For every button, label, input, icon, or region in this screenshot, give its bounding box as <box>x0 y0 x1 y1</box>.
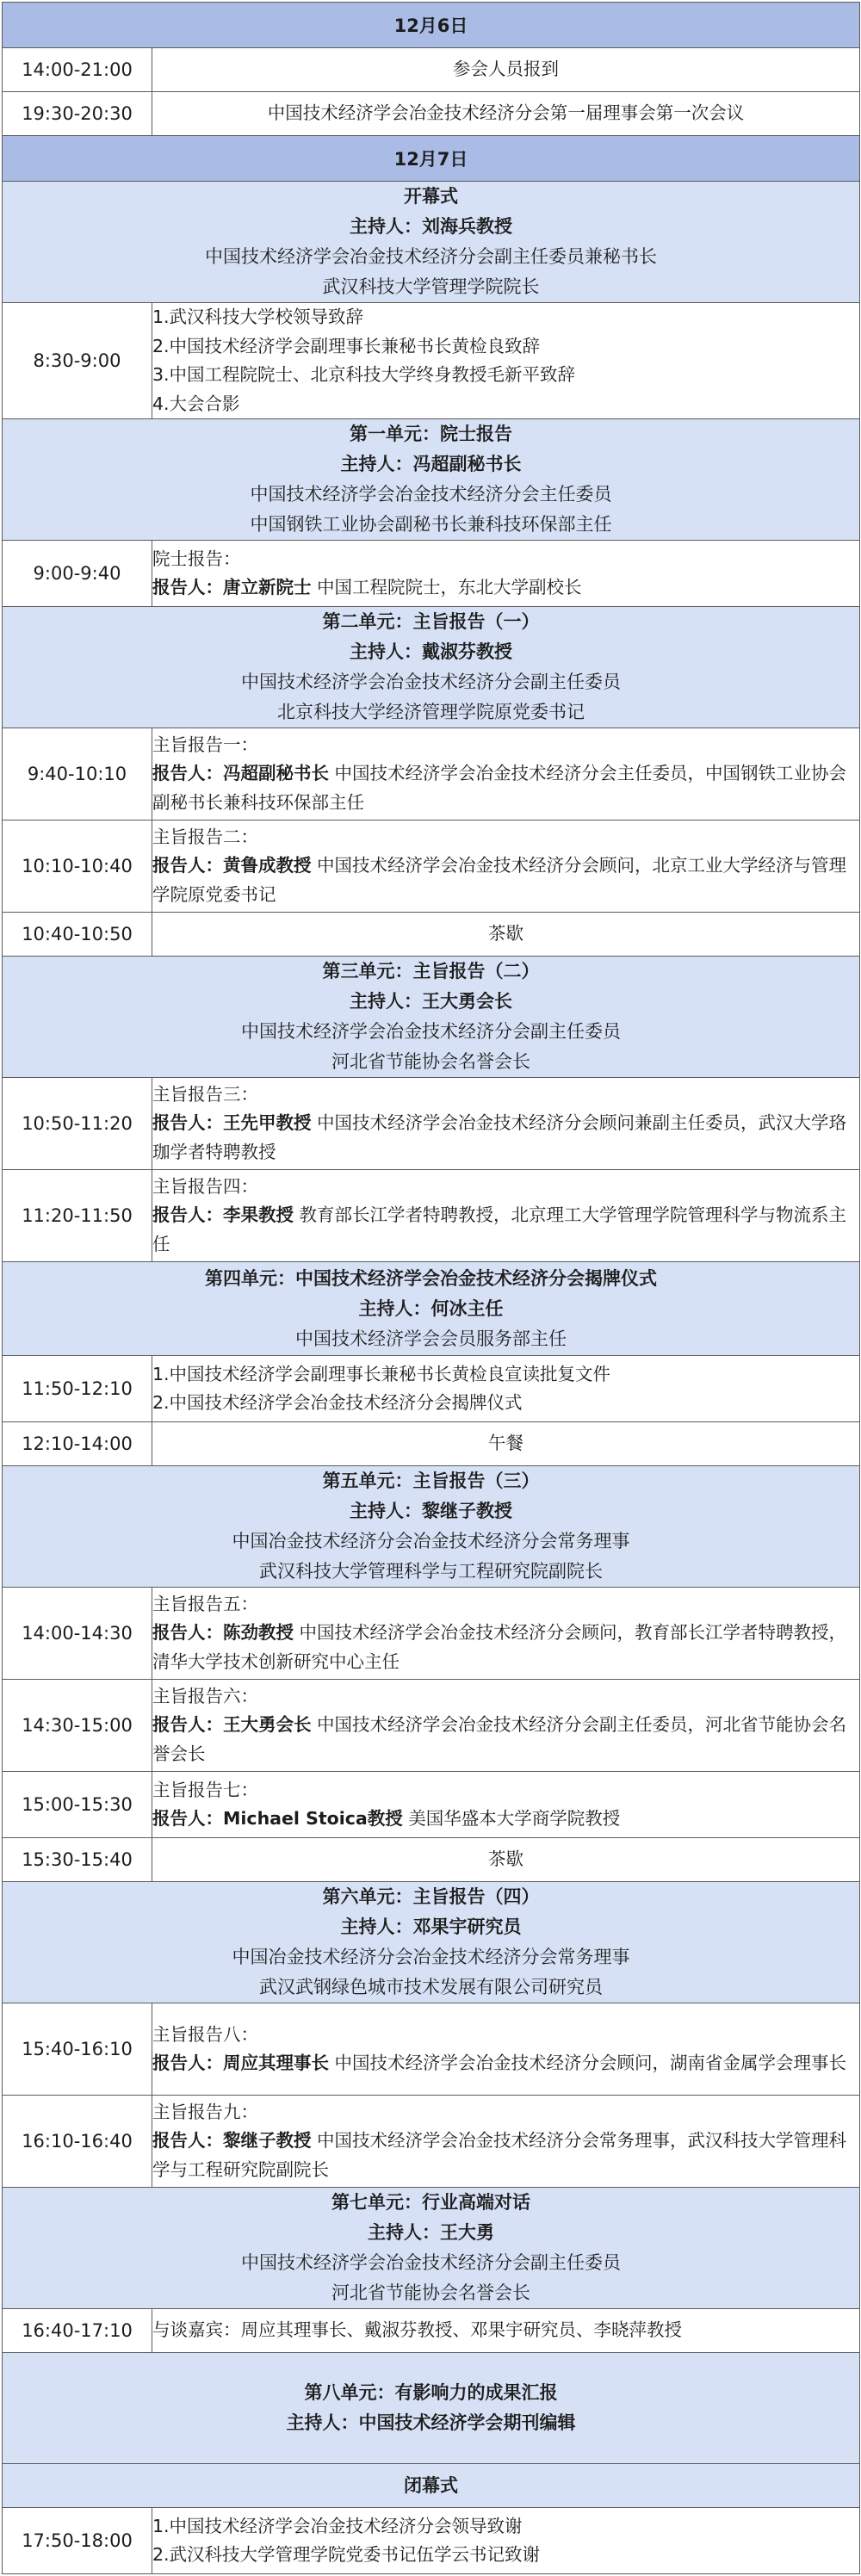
list-item: 2.中国技术经济学会冶金技术经济分会揭牌仪式 <box>152 1392 523 1413</box>
schedule-row <box>3 1680 860 1772</box>
talk-cell <box>152 2003 860 2096</box>
schedule-row <box>3 1772 860 1838</box>
time-cell: 16:10-16:40 <box>3 2096 152 2188</box>
schedule-row <box>3 303 860 419</box>
schedule-row <box>3 2309 860 2353</box>
session-title: 第七单元：行业高端对话 <box>331 2192 530 2213</box>
time-cell: 10:50-11:20 <box>3 1078 152 1170</box>
schedule-row <box>3 1170 860 1262</box>
time-cell: 14:30-15:00 <box>3 1680 152 1772</box>
session-host-affiliation: 河北省节能协会名誉会长 <box>331 1051 530 1072</box>
talk-speaker-line <box>152 851 859 909</box>
date-header: 12月6日 <box>3 3 860 48</box>
speaker-description: 教育部长江学者特聘教授，北京理工大学管理学院管理科学与物流系主任 <box>152 1204 847 1254</box>
schedule-row <box>3 2096 860 2188</box>
speaker-label: 报告人：李果教授 <box>152 1204 294 1226</box>
time-cell: 10:10-10:40 <box>3 820 152 913</box>
session-title: 第四单元：中国技术经济学会冶金技术经济分会揭牌仪式 <box>205 1267 657 1289</box>
date-header: 12月7日 <box>3 136 860 182</box>
time-cell: 11:50-12:10 <box>3 1356 152 1422</box>
session-host-affiliation: 武汉科技大学管理学院院长 <box>322 276 540 297</box>
session-host: 主持人：冯超副秘书长 <box>340 454 522 474</box>
date-header-row <box>3 3 860 48</box>
speaker-label: 报告人：王大勇会长 <box>152 1714 312 1736</box>
session-host: 主持人：黎继子教授 <box>350 1501 512 1521</box>
session-header-cell <box>3 2464 860 2508</box>
session-host: 主持人：王大勇会长 <box>350 991 512 1012</box>
tea-break-cell: 茶歇 <box>152 1838 860 1882</box>
speaker-label: 报告人：周应其理事长 <box>152 2053 329 2073</box>
speaker-label: 报告人：唐立新院士 <box>152 577 312 598</box>
talk-speaker-line <box>152 573 859 603</box>
talk-caption: 主旨报告四： <box>152 1175 258 1197</box>
talk-speaker-line <box>152 1711 859 1768</box>
session-header-cell <box>3 1262 860 1356</box>
session-header-unit-6 <box>3 1882 860 2003</box>
session-title: 第五单元：主旨报告（三） <box>322 1471 540 1491</box>
session-host-affiliation: 武汉科技大学管理科学与工程研究院副院长 <box>259 1561 603 1582</box>
speaker-description: 中国技术经济学会冶金技术经济分会顾问兼副主任委员，武汉大学珞珈学者特聘教授 <box>152 1112 847 1162</box>
time-cell: 17:50-18:00 <box>3 2508 152 2574</box>
session-host: 主持人：邓果宇研究员 <box>340 1917 522 1937</box>
event-list-cell <box>152 303 860 419</box>
talk-caption: 院士报告： <box>152 548 241 569</box>
time-cell: 19:30-20:30 <box>3 92 152 136</box>
session-header-cell <box>3 2188 860 2309</box>
schedule-row <box>3 2508 860 2574</box>
conference-schedule-table <box>2 2 860 2574</box>
time-cell: 9:40-10:10 <box>3 728 152 820</box>
session-header-cell <box>3 1882 860 2003</box>
speaker-label: 报告人：黄鲁成教授 <box>152 855 312 876</box>
session-host-title: 中国技术经济学会冶金技术经济分会副主任委员 <box>241 1021 621 1042</box>
dialogue-guests-cell: 与谈嘉宾：周应其理事长、戴淑芬教授、邓果宇研究员、李晓萍教授 <box>152 2309 860 2353</box>
schedule-row <box>3 48 860 92</box>
talk-speaker-line <box>152 1201 859 1259</box>
session-host-affiliation: 武汉武钢绿色城市技术发展有限公司研究员 <box>259 1977 603 1997</box>
time-cell: 15:00-15:30 <box>3 1772 152 1838</box>
talk-caption: 主旨报告九： <box>152 2101 258 2122</box>
list-item: 2.武汉科技大学管理学院党委书记伍学云书记致谢 <box>152 2544 541 2565</box>
schedule-row <box>3 728 860 820</box>
session-header-cell <box>3 1466 860 1588</box>
session-header-cell <box>3 2353 860 2464</box>
session-host: 主持人：何冰主任 <box>358 1297 504 1319</box>
session-title: 第三单元：主旨报告（二） <box>322 961 540 981</box>
schedule-row <box>3 1356 860 1422</box>
speaker-description: 中国技术经济学会冶金技术经济分会顾问，北京工业大学经济与管理学院原党委书记 <box>152 855 847 905</box>
list-item: 4.大会合影 <box>152 393 240 414</box>
speaker-label: 报告人：Michael Stoica教授 <box>152 1808 403 1829</box>
session-header-opening <box>3 182 860 303</box>
time-cell: 15:30-15:40 <box>3 1838 152 1882</box>
talk-caption: 主旨报告七： <box>152 1779 258 1800</box>
session-header-unit-2 <box>3 607 860 728</box>
session-header-unit-1 <box>3 419 860 541</box>
session-host: 主持人：中国技术经济学会期刊编辑 <box>286 2412 576 2433</box>
session-host-affiliation: 北京科技大学经济管理学院原党委书记 <box>277 702 585 722</box>
session-host-affiliation: 中国钢铁工业协会副秘书长兼科技环保部主任 <box>250 514 612 535</box>
list-item: 1.中国技术经济学会副理事长兼秘书长黄检良宣读批复文件 <box>152 1363 611 1384</box>
session-header-cell <box>3 957 860 1078</box>
session-header-unit-7 <box>3 2188 860 2309</box>
date-header-row <box>3 136 860 182</box>
session-header-cell <box>3 419 860 541</box>
tea-break-cell: 茶歇 <box>152 913 860 957</box>
talk-cell <box>152 1772 860 1838</box>
time-cell: 12:10-14:00 <box>3 1422 152 1466</box>
session-host-title: 中国技术经济学会冶金技术经济分会主任委员 <box>250 484 612 505</box>
session-host-title: 中国技术经济学会冶金技术经济分会副主任委员 <box>241 2252 621 2273</box>
schedule-row <box>3 1588 860 1680</box>
schedule-row <box>3 541 860 607</box>
talk-cell <box>152 820 860 913</box>
talk-speaker-line <box>152 1619 859 1676</box>
speaker-label: 报告人：王先甲教授 <box>152 1112 312 1134</box>
schedule-row <box>3 2003 860 2096</box>
schedule-row <box>3 1422 860 1466</box>
session-header-unit-3 <box>3 957 860 1078</box>
time-cell: 15:40-16:10 <box>3 2003 152 2096</box>
schedule-row <box>3 1838 860 1882</box>
list-item: 1.武汉科技大学校领导致辞 <box>152 307 364 327</box>
session-host-affiliation: 河北省节能协会名誉会长 <box>331 2282 530 2303</box>
session-host-title: 中国技术经济学会冶金技术经济分会副主任委员 <box>241 672 621 692</box>
time-cell: 11:20-11:50 <box>3 1170 152 1262</box>
talk-cell <box>152 1170 860 1262</box>
session-host-title: 中国技术经济学会会员服务部主任 <box>295 1328 567 1349</box>
session-title: 闭幕式 <box>404 2474 458 2496</box>
talk-cell <box>152 1078 860 1170</box>
time-cell: 8:30-9:00 <box>3 303 152 419</box>
talk-speaker-line <box>152 1109 859 1167</box>
speaker-label: 报告人：黎继子教授 <box>152 2130 312 2152</box>
time-cell: 16:40-17:10 <box>3 2309 152 2353</box>
schedule-row <box>3 913 860 957</box>
session-title: 第二单元：主旨报告（一） <box>322 611 540 632</box>
session-host-title: 中国冶金技术经济分会冶金技术经济分会常务理事 <box>232 1531 630 1551</box>
session-header-cell <box>3 607 860 728</box>
talk-cell <box>152 541 860 607</box>
session-host: 主持人：戴淑芬教授 <box>350 641 512 662</box>
talk-caption: 主旨报告五： <box>152 1593 258 1614</box>
time-cell: 14:00-21:00 <box>3 48 152 92</box>
speaker-label: 报告人：陈劲教授 <box>152 1622 294 1644</box>
session-header-unit-8 <box>3 2353 860 2464</box>
speaker-description: 中国技术经济学会冶金技术经济分会副主任委员，河北省节能协会名誉会长 <box>152 1714 847 1764</box>
talk-cell <box>152 728 860 820</box>
list-item: 2.中国技术经济学会副理事长兼秘书长黄检良致辞 <box>152 335 541 356</box>
schedule-row <box>3 1078 860 1170</box>
session-title: 第一单元：院士报告 <box>350 424 512 444</box>
session-header-unit-5 <box>3 1466 860 1588</box>
session-host-title: 中国技术经济学会冶金技术经济分会副主任委员兼秘书长 <box>205 246 657 267</box>
lunch-cell: 午餐 <box>152 1422 860 1466</box>
talk-cell <box>152 2096 860 2188</box>
session-title: 开幕式 <box>404 186 458 207</box>
time-cell: 9:00-9:40 <box>3 541 152 607</box>
speaker-description: 中国技术经济学会冶金技术经济分会顾问，教育部长江学者特聘教授，清华大学技术创新研究中心主任 <box>152 1622 847 1672</box>
list-item: 3.中国工程院院士、北京科技大学终身教授毛新平致辞 <box>152 364 576 385</box>
talk-caption: 主旨报告一： <box>152 734 258 755</box>
session-header-closing <box>3 2464 860 2508</box>
speaker-description: 中国技术经济学会冶金技术经济分会主任委员，中国钢铁工业协会副秘书长兼科技环保部主任 <box>152 763 847 813</box>
schedule-row <box>3 92 860 136</box>
talk-caption: 主旨报告二： <box>152 826 258 847</box>
session-title: 第八单元：有影响力的成果汇报 <box>304 2382 558 2403</box>
event-cell: 参会人员报到 <box>152 48 860 92</box>
speaker-description: 中国工程院院士，东北大学副校长 <box>311 577 582 598</box>
session-host: 主持人：王大勇 <box>368 2222 494 2243</box>
time-cell: 10:40-10:50 <box>3 913 152 957</box>
time-cell: 14:00-14:30 <box>3 1588 152 1680</box>
list-item: 1.中国技术经济学会冶金技术经济分会领导致谢 <box>152 2515 523 2536</box>
talk-caption: 主旨报告六： <box>152 1685 258 1706</box>
event-cell: 中国技术经济学会冶金技术经济分会第一届理事会第一次会议 <box>152 92 860 136</box>
session-title: 第六单元：主旨报告（四） <box>322 1886 540 1907</box>
talk-caption: 主旨报告三： <box>152 1083 258 1105</box>
session-header-cell <box>3 182 860 303</box>
speaker-description: 美国华盛本大学商学院教授 <box>402 1808 621 1829</box>
event-list-cell <box>152 1356 860 1422</box>
session-header-unit-4 <box>3 1262 860 1356</box>
speaker-label: 报告人：冯超副秘书长 <box>152 763 329 784</box>
talk-speaker-line <box>152 759 859 817</box>
talk-speaker-line <box>152 1805 859 1834</box>
speaker-description: 中国技术经济学会冶金技术经济分会顾问，湖南省金属学会理事长 <box>329 2053 847 2073</box>
session-host-title: 中国冶金技术经济分会冶金技术经济分会常务理事 <box>232 1947 630 1967</box>
talk-caption: 主旨报告八： <box>152 2023 258 2045</box>
talk-cell <box>152 1588 860 1680</box>
talk-speaker-line <box>152 2127 859 2184</box>
talk-speaker-line <box>152 2049 859 2078</box>
session-host: 主持人：刘海兵教授 <box>350 216 512 237</box>
event-list-cell <box>152 2508 860 2574</box>
talk-cell <box>152 1680 860 1772</box>
speaker-description: 中国技术经济学会冶金技术经济分会常务理事，武汉科技大学管理科学与工程研究院副院长 <box>152 2130 847 2180</box>
schedule-row <box>3 820 860 913</box>
